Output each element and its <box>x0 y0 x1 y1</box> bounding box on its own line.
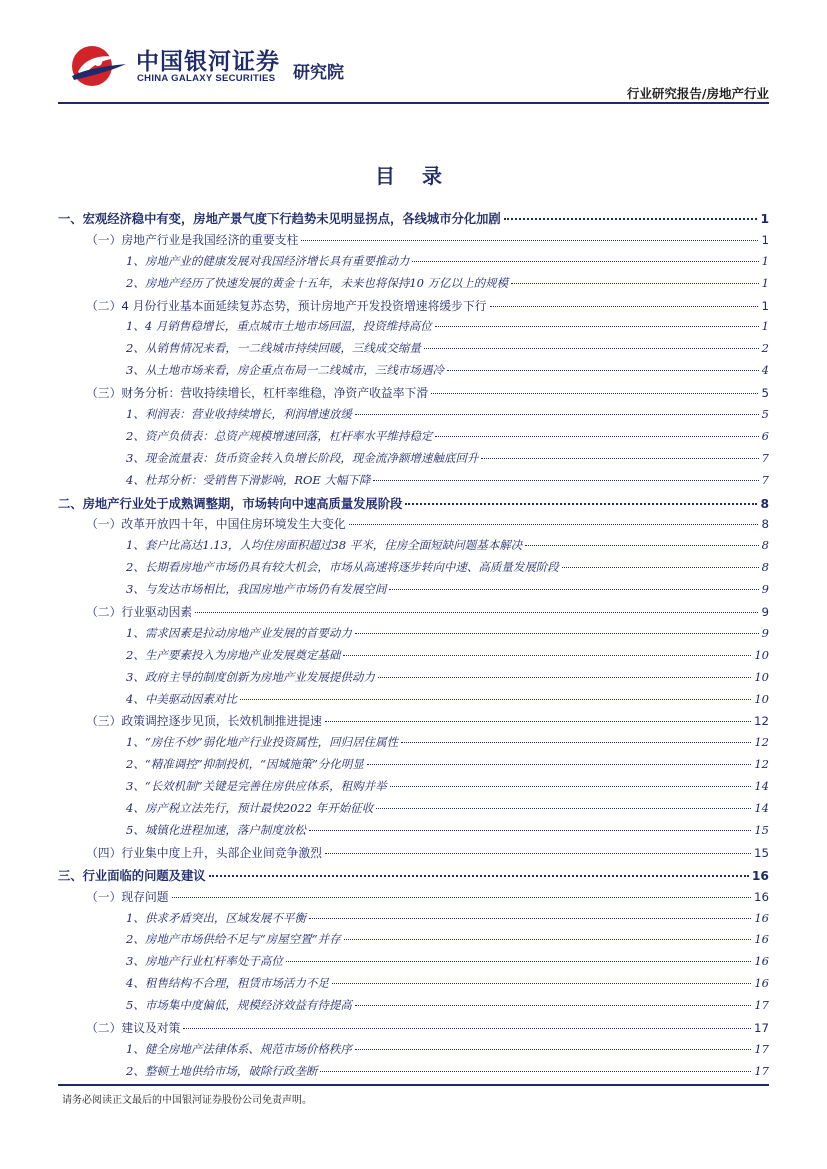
toc-page-number: 1 <box>761 275 769 290</box>
toc-entry-level-3[interactable] <box>58 318 769 340</box>
toc-entry-level-1[interactable] <box>58 866 769 888</box>
toc-entry-level-1[interactable] <box>58 209 769 231</box>
toc-dot-leader <box>172 897 751 898</box>
brand-name-cn: 中国银河证券 <box>136 49 280 75</box>
toc-entry-text: 3、房地产行业杠杆率处于高位 <box>126 954 283 969</box>
toc-entry-level-3[interactable] <box>58 450 769 472</box>
toc-entry-text: （二）建议及对策 <box>86 1020 181 1035</box>
toc-entry-level-3[interactable] <box>58 362 769 384</box>
toc-dot-leader <box>405 503 757 505</box>
toc-entry-level-3[interactable] <box>58 953 769 975</box>
toc-entry-level-3[interactable] <box>58 275 769 297</box>
toc-entry-text: 1、房地产业的健康发展对我国经济增长具有重要推动力 <box>126 253 410 268</box>
toc-entry-text: 一、宏观经济稳中有变，房地产景气度下行趋势未见明显拐点，各线城市分化加剧 <box>58 212 501 226</box>
toc-entry-text: 1、4 月销售稳增长，重点城市土地市场回温，投资维持高位 <box>126 319 432 334</box>
toc-entry-level-3[interactable] <box>58 625 769 647</box>
toc-page-number: 15 <box>753 845 769 860</box>
toc-entry-level-3[interactable] <box>58 822 769 844</box>
toc-dot-leader <box>355 414 759 415</box>
toc-entry-text: 1、需求因素是拉动房地产业发展的首要动力 <box>126 625 352 640</box>
galaxy-logo-icon <box>68 42 128 88</box>
toc-entry-level-2[interactable] <box>58 888 769 910</box>
toc-dot-leader <box>447 370 759 371</box>
toc-entry-text: 4、杜邦分析：受销售下滑影响，ROE 大幅下降 <box>126 472 371 487</box>
toc-entry-text: 1、健全房地产法律体系、规范市场价格秩序 <box>126 1041 352 1056</box>
footer-divider <box>58 1084 769 1086</box>
toc-entry-text: 3、现金流量表：货币资金转入负增长阶段，现金流净额增速触底回升 <box>126 450 479 465</box>
toc-entry-level-2[interactable] <box>58 844 769 866</box>
toc-dot-leader <box>481 458 758 459</box>
toc-page-number: 1 <box>761 253 769 268</box>
toc-dot-leader <box>355 1049 752 1050</box>
toc-dot-leader <box>183 1028 751 1029</box>
toc-entry-level-2[interactable] <box>58 603 769 625</box>
toc-entry-text: 2、整顿土地供给市场，破除行政垄断 <box>126 1063 318 1078</box>
toc-page-number: 14 <box>754 779 769 794</box>
toc-entry-text: 2、“精准调控”抑制投机，“因城施策”分化明显 <box>126 757 364 772</box>
toc-entry-text: 3、与发达市场相比，我国房地产市场仍有发展空间 <box>126 582 387 597</box>
toc-entry-level-1[interactable] <box>58 494 769 516</box>
toc-entry-level-2[interactable] <box>58 231 769 253</box>
toc-dot-leader <box>325 853 751 854</box>
toc-entry-level-2[interactable] <box>58 297 769 319</box>
toc-entry-text: 2、资产负债表：总资产规模增速回落，杠杆率水平维持稳定 <box>126 428 433 443</box>
toc-dot-leader <box>344 939 752 940</box>
toc-entry-level-3[interactable] <box>58 931 769 953</box>
toc-entry-level-3[interactable] <box>58 1063 769 1085</box>
toc-page-number: 2 <box>761 341 769 356</box>
toc-page-number: 7 <box>761 450 769 465</box>
toc-entry-level-3[interactable] <box>58 669 769 691</box>
toc-dot-leader <box>309 830 752 831</box>
toc-dot-leader <box>325 721 751 722</box>
toc-entry-level-3[interactable] <box>58 691 769 713</box>
toc-dot-leader <box>343 655 751 656</box>
toc-dot-leader <box>562 567 759 568</box>
toc-entry-level-3[interactable] <box>58 559 769 581</box>
toc-entry-level-3[interactable] <box>58 472 769 494</box>
toc-dot-leader <box>209 875 749 877</box>
toc-entry-text: 4、中美驱动因素对比 <box>126 691 237 706</box>
toc-dot-leader <box>431 393 758 394</box>
toc-page-number: 9 <box>761 625 769 640</box>
brand-name-en: CHINA GALAXY SECURITIES <box>137 73 276 84</box>
toc-page-number: 17 <box>753 1020 769 1035</box>
toc-entry-text: （一）房地产行业是我国经济的重要支柱 <box>86 232 299 247</box>
toc-page-number: 1 <box>761 298 769 313</box>
toc-page-number: 12 <box>754 757 769 772</box>
toc-entry-level-2[interactable] <box>58 712 769 734</box>
toc-dot-leader <box>424 348 759 349</box>
toc-entry-text: 2、长期看房地产市场仍具有较大机会，市场从高速将逐步转向中速、高质量发展阶段 <box>126 560 559 575</box>
toc-page-number: 15 <box>754 822 769 837</box>
toc-entry-level-3[interactable] <box>58 647 769 669</box>
toc-dot-leader <box>349 524 759 525</box>
toc-entry-level-3[interactable] <box>58 975 769 997</box>
toc-dot-leader <box>504 218 758 220</box>
toc-page-number: 10 <box>754 647 769 662</box>
toc-entry-text: （一）现存问题 <box>86 889 169 904</box>
toc-entry-text: 2、生产要素投入为房地产业发展奠定基础 <box>126 647 341 662</box>
toc-page-number: 8 <box>761 538 769 553</box>
toc-entry-text: （二）4 月份行业基本面延续复苏态势，预计房地产开发投资增速将缓步下行 <box>86 298 487 313</box>
toc-title: 目 录 <box>375 164 452 188</box>
toc-dot-leader <box>309 918 752 919</box>
toc-dot-leader <box>355 1005 752 1006</box>
toc-page-number: 9 <box>761 605 769 620</box>
toc-dot-leader <box>525 545 758 546</box>
toc-page-number: 5 <box>761 407 769 422</box>
toc-entry-text: （四）行业集中度上升，头部企业间竞争激烈 <box>86 845 322 860</box>
toc-page-number: 4 <box>761 363 769 378</box>
toc-dot-leader <box>286 961 752 962</box>
toc-entry-text: （三）政策调控逐步见顶，长效机制推进提速 <box>86 714 322 729</box>
toc-entry-text: 1、利润表：营业收持续增长，利润增速放缓 <box>126 407 352 422</box>
toc-page-number: 12 <box>753 714 769 729</box>
toc-entry-level-3[interactable] <box>58 406 769 428</box>
toc-entry-text: （二）行业驱动因素 <box>86 605 193 620</box>
toc-page-number: 5 <box>761 386 769 401</box>
toc-page-number: 6 <box>761 428 769 443</box>
toc-entry-level-3[interactable] <box>58 340 769 362</box>
toc-entry-text: 3、从土地市场来看，房企重点布局一二线城市，三线市场遇冷 <box>126 363 444 378</box>
toc-dot-leader <box>355 633 759 634</box>
toc-entry-text: 5、市场集中度偏低，规模经济效益有待提高 <box>126 998 352 1013</box>
toc-dot-leader <box>367 764 752 765</box>
toc-entry-text: 2、从销售情况来看，一二线城市持续回暖，三线成交缩量 <box>126 341 421 356</box>
toc-entry-level-3[interactable] <box>58 581 769 603</box>
toc-dot-leader <box>378 677 752 678</box>
toc-dot-leader <box>301 240 758 241</box>
toc-page-number: 16 <box>751 868 769 883</box>
toc-dot-leader <box>435 436 758 437</box>
toc-page-number: 16 <box>754 976 769 991</box>
toc-entry-level-3[interactable] <box>58 910 769 932</box>
toc-entry-level-3[interactable] <box>58 734 769 756</box>
toc-dot-leader <box>373 480 758 481</box>
toc-entry-level-3[interactable] <box>58 537 769 559</box>
toc-entry-level-2[interactable] <box>58 384 769 406</box>
toc-entry-text: （三）财务分析：营收持续增长，杠杆率维稳，净资产收益率下滑 <box>86 386 429 401</box>
toc-dot-leader <box>320 1071 751 1072</box>
toc-dot-leader <box>490 306 759 307</box>
toc-page-number: 9 <box>761 582 769 597</box>
toc-entry-level-3[interactable] <box>58 800 769 822</box>
toc-dot-leader <box>401 742 751 743</box>
toc-dot-leader <box>412 261 758 262</box>
toc-page-number: 8 <box>761 560 769 575</box>
toc-entry-level-3[interactable] <box>58 1041 769 1063</box>
toc-dot-leader <box>195 612 758 613</box>
toc-entry-text: （一）改革开放四十年，中国住房环境发生大变化 <box>86 517 346 532</box>
toc-page-number: 1 <box>761 232 769 247</box>
footer-disclaimer: 请务必阅读正文最后的中国银河证券股份公司免责声明。 <box>62 1095 312 1106</box>
toc-page-number: 8 <box>760 496 769 511</box>
toc-page-number: 16 <box>754 954 769 969</box>
toc-dot-leader <box>376 808 751 809</box>
toc-dot-leader <box>511 283 759 284</box>
toc-page-number: 17 <box>754 1063 769 1078</box>
toc-entry-text: 1、套户比高达1.13，人均住房面积超过38 平米，住房全面短缺问题基本解决 <box>126 538 523 553</box>
toc-page-number: 16 <box>754 932 769 947</box>
toc-entry-text: 4、房产税立法先行，预计最快2022 年开始征收 <box>126 801 374 816</box>
toc-entry-text: 3、“长效机制”关键是完善住房供应体系，租购并举 <box>126 779 387 794</box>
toc-page-number: 8 <box>761 517 769 532</box>
toc-dot-leader <box>240 699 752 700</box>
toc-entry-level-3[interactable] <box>58 428 769 450</box>
toc-entry-level-3[interactable] <box>58 997 769 1019</box>
toc-entry-text: 5、城镇化进程加速，落户制度放松 <box>126 822 306 837</box>
header-divider <box>58 102 769 104</box>
toc-entry-level-2[interactable] <box>58 515 769 537</box>
toc-entry-level-2[interactable] <box>58 1019 769 1041</box>
toc-dot-leader <box>332 983 752 984</box>
toc-page-number: 16 <box>754 910 769 925</box>
toc-page-number: 1 <box>760 212 769 226</box>
toc-entry-text: 2、房地产经历了快速发展的黄金十五年，未来也将保持10 万亿以上的规模 <box>126 275 509 290</box>
toc-page-number: 16 <box>753 889 769 904</box>
toc-page-number: 7 <box>761 472 769 487</box>
table-of-contents <box>58 209 769 1085</box>
toc-page-number: 17 <box>754 1041 769 1056</box>
toc-entry-text: 三、行业面临的问题及建议 <box>58 868 206 883</box>
toc-entry-level-3[interactable] <box>58 253 769 275</box>
toc-dot-leader <box>435 326 759 327</box>
toc-entry-text: 4、租售结构不合理，租赁市场活力不足 <box>126 976 329 991</box>
toc-page-number: 1 <box>761 319 769 334</box>
toc-page-number: 12 <box>754 735 769 750</box>
toc-dot-leader <box>389 589 758 590</box>
institute-label: 研究院 <box>293 63 344 83</box>
toc-entry-text: 二、房地产行业处于成熟调整期，市场转向中速高质量发展阶段 <box>58 496 403 511</box>
toc-entry-level-3[interactable] <box>58 756 769 778</box>
toc-page-number: 14 <box>754 801 769 816</box>
toc-page-number: 10 <box>754 691 769 706</box>
toc-entry-level-3[interactable] <box>58 778 769 800</box>
toc-entry-text: 1、“房住不炒”弱化地产行业投资属性，回归居住属性 <box>126 735 399 750</box>
toc-entry-text: 2、房地产市场供给不足与“房屋空置”并存 <box>126 932 341 947</box>
toc-entry-text: 3、政府主导的制度创新为房地产业发展提供动力 <box>126 669 375 684</box>
toc-dot-leader <box>390 786 752 787</box>
report-category: 行业研究报告/房地产行业 <box>626 86 769 101</box>
toc-entry-text: 1、供求矛盾突出，区域发展不平衡 <box>126 910 306 925</box>
toc-page-number: 10 <box>754 669 769 684</box>
toc-page-number: 17 <box>754 998 769 1013</box>
